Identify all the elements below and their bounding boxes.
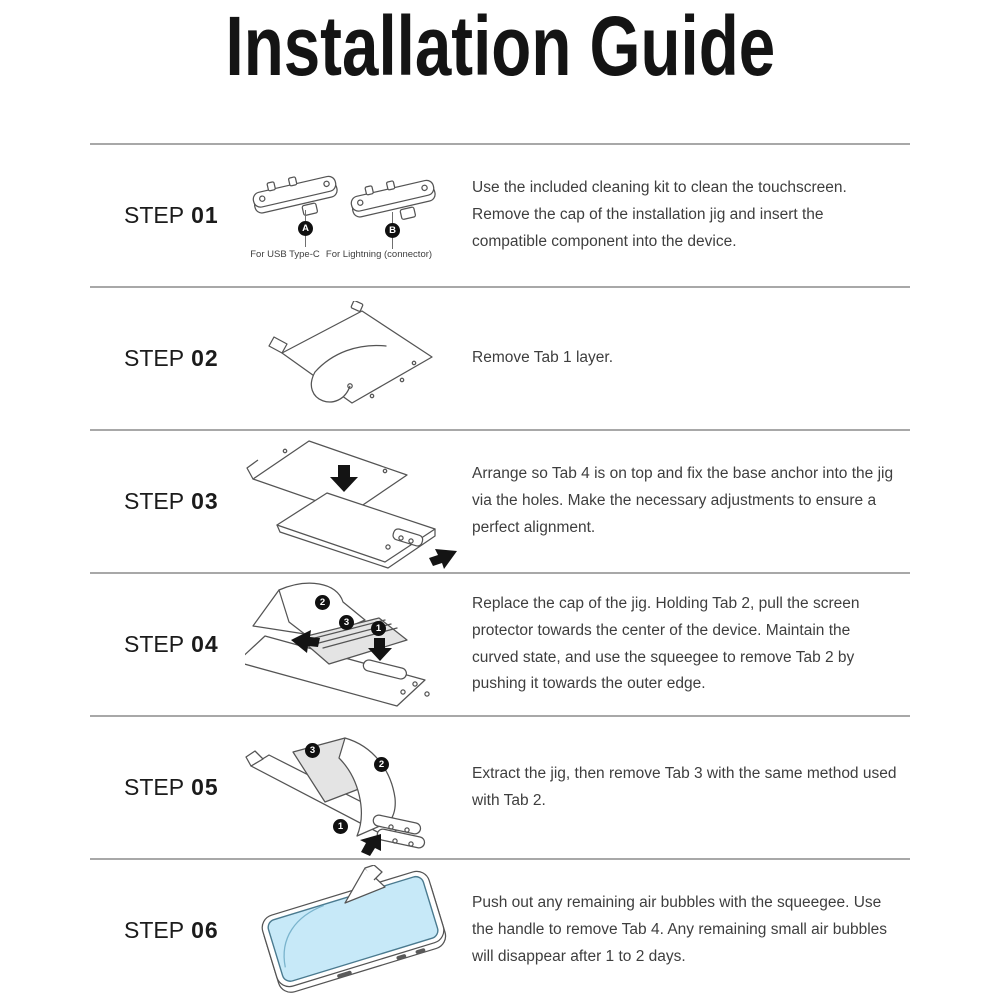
- step-row-04: [90, 572, 910, 715]
- step-description: Use the included cleaning kit to clean the touchscreen. Remove the cap of the installation jig and insert the compatible component into the device.: [472, 179, 847, 250]
- step-word: STEP: [124, 917, 185, 943]
- steps-list: [90, 143, 910, 1001]
- usb-c-jig-icon: [250, 168, 341, 226]
- pull-protector-drawing: [245, 576, 459, 714]
- step-number: 01: [191, 202, 219, 228]
- finished-phone-drawing: [245, 865, 459, 1003]
- step-description: Extract the jig, then remove Tab 3 with the same method used with Tab 2.: [472, 764, 897, 809]
- align-film-illustration: [238, 430, 466, 573]
- step-row-01: [90, 143, 910, 286]
- extract-jig-drawing: [245, 720, 459, 858]
- insert-arrow-icon: [429, 549, 457, 569]
- marker-3-badge: 3: [339, 615, 354, 630]
- step-label: [90, 774, 238, 801]
- step-word: STEP: [124, 202, 185, 228]
- step-row-03: [90, 429, 910, 572]
- step-label: [90, 488, 238, 515]
- step-description: Arrange so Tab 4 is on top and fix the base anchor into the jig via the holes. Make the necessary adjustments to ensure a perfect alignment.: [472, 465, 894, 536]
- step-word: STEP: [124, 631, 185, 657]
- step-description: Remove Tab 1 layer.: [472, 349, 614, 367]
- step-word: STEP: [124, 488, 185, 514]
- step-label: [90, 202, 238, 229]
- step-label: [90, 917, 238, 944]
- film-peel-drawing: [252, 301, 448, 419]
- step-row-06: [90, 858, 910, 1001]
- connector-line: [392, 212, 393, 223]
- lightning-jig-icon: [348, 172, 439, 230]
- page-header: [0, 0, 1000, 143]
- marker-1-badge: 1: [371, 621, 386, 636]
- step-number: 06: [191, 917, 219, 943]
- lightning-caption: For Lightning (connector): [325, 249, 433, 260]
- step-label: [90, 345, 238, 372]
- page-title: Installation Guide: [225, 0, 775, 93]
- extract-arrow-icon: [360, 834, 381, 856]
- finished-phone-illustration: [238, 859, 466, 1002]
- marker-2-badge: 2: [315, 595, 330, 610]
- step-number: 02: [191, 345, 219, 371]
- step-word: STEP: [124, 774, 185, 800]
- step-row-02: [90, 286, 910, 429]
- step-word: STEP: [124, 345, 185, 371]
- jig-components-illustration: [238, 144, 466, 287]
- connector-line: [392, 238, 393, 249]
- step-label: [90, 631, 238, 658]
- jig-components-drawing: [245, 160, 459, 240]
- marker-3-badge: 3: [305, 743, 320, 758]
- component-b-badge: B: [385, 223, 400, 238]
- extract-jig-illustration: [238, 716, 466, 859]
- step-row-05: [90, 715, 910, 858]
- component-a-badge: A: [298, 221, 313, 236]
- connector-line: [305, 236, 306, 247]
- film-peel-illustration: [238, 287, 466, 430]
- step-description: Replace the cap of the jig. Holding Tab 2, pull the screen protector towards the center of the device. Maintain the curved state, and use the squeegee to remove Tab 2 by pushing it towards the outer edge.: [472, 594, 860, 693]
- step-number: 03: [191, 488, 219, 514]
- connector-line: [305, 210, 306, 221]
- step-description: Push out any remaining air bubbles with the squeegee. Use the handle to remove Tab 4. Any remaining small air bubbles will disappear after 1 to 2 days.: [472, 894, 888, 965]
- usb-c-caption: For USB Type-C: [250, 249, 320, 260]
- marker-2-badge: 2: [374, 757, 389, 772]
- step-number: 05: [191, 774, 219, 800]
- marker-1-badge: 1: [333, 819, 348, 834]
- pull-protector-illustration: [238, 573, 466, 716]
- align-film-drawing: [245, 435, 459, 569]
- step-number: 04: [191, 631, 219, 657]
